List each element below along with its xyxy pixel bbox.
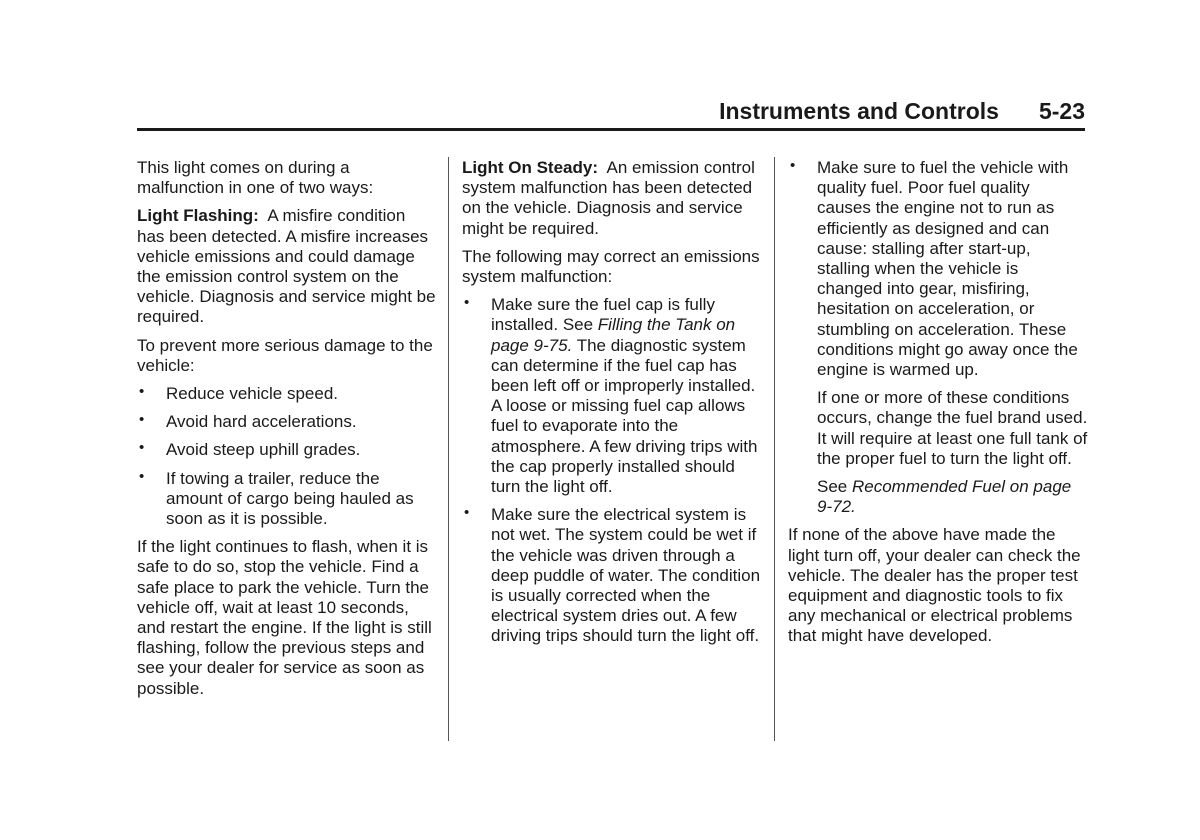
column-3 <box>788 158 1088 655</box>
bullet-icon: • <box>464 294 470 312</box>
steady-lead: Light On Steady: <box>462 158 598 177</box>
column-divider-1 <box>448 157 449 741</box>
bullet-icon: • <box>139 467 145 485</box>
list-item <box>137 412 437 432</box>
fuel-bullet-list <box>788 158 1088 517</box>
list-item <box>462 505 762 646</box>
fuel-quality-text: Make sure to fuel the vehicle with quality fuel. Poor fuel quality causes the engine not to run as efficiently as designed and can cause: stalling after start-up, stalling when the vehicle is changed into gear, misfiring, hesitation on acceleration, or stumbling on acceleration. These conditions might go away once the engine is warmed up. <box>817 158 1078 380</box>
recommended-fuel-reference: Recommended Fuel on page 9-72. <box>817 477 1072 517</box>
prevent-bullet-list <box>137 384 437 529</box>
bullet-icon: • <box>790 157 796 174</box>
list-item-text: Avoid steep uphill grades. <box>166 440 361 460</box>
page-number: 5-23 <box>1038 98 1085 124</box>
list-item <box>137 384 437 404</box>
see-reference <box>817 477 1088 517</box>
steady-text: An emission control system malfunction has been detected on the vehicle. Diagnosis and service might be required. <box>462 158 755 238</box>
list-item-text: If towing a trailer, reduce the amount of cargo being hauled as soon as it is possible. <box>166 468 414 529</box>
bullet-icon: • <box>139 411 145 429</box>
column-1 <box>137 158 437 707</box>
list-item <box>137 440 437 460</box>
column-divider-2 <box>774 157 775 741</box>
following-paragraph: The following may correct an emissions system malfunction: <box>462 246 760 287</box>
list-item <box>137 469 437 530</box>
list-item <box>788 158 1088 517</box>
section-title: Instruments and Controls <box>719 98 999 124</box>
fuel-cap-text: Make sure the fuel cap is fully installed. See <box>491 295 715 335</box>
electrical-text: Make sure the electrical system is not wet. The system could be wet if the vehicle was driven through a deep puddle of water. The condition is usually corrected when the electrical system dries out. A few driving trips should turn the light off. <box>491 505 761 646</box>
bullet-icon: • <box>464 504 470 522</box>
prevent-paragraph: To prevent more serious damage to the vehicle: <box>137 335 433 375</box>
flashing-paragraph <box>137 206 437 327</box>
fuel-cap-text-cont: The diagnostic system can determine if the fuel cap has been left off or improperly installed. A loose or missing fuel cap allows fuel to evaporate into the atmosphere. A few driving trips with the cap properly installed should turn the light off. <box>491 335 758 497</box>
column-2 <box>462 158 762 655</box>
steady-paragraph <box>462 158 762 239</box>
filling-tank-reference: Filling the Tank on page 9-75. <box>491 315 736 355</box>
flashing-text: A misfire condition has been detected. A misfire increases vehicle emissions and could damage the emission control system on the vehicle. Diagnosis and service might be required. <box>137 206 436 327</box>
intro-paragraph: This light comes on during a malfunction in one of two ways: <box>137 158 374 198</box>
list-item-text: Avoid hard accelerations. <box>166 412 357 432</box>
see-label: See <box>817 477 852 497</box>
closing-paragraph: If none of the above have made the light turn off, your dealer can check the vehicle. The dealer has the proper test equipment and diagnostic tools to fix any mechanical or electrical problems that might have developed. <box>788 525 1081 646</box>
correction-bullet-list <box>462 295 762 646</box>
bullet-icon: • <box>139 383 145 401</box>
header-rule <box>137 128 1085 131</box>
flashing-lead: Light Flashing: <box>137 206 259 226</box>
list-item-text: Reduce vehicle speed. <box>166 384 339 404</box>
list-item <box>462 295 762 497</box>
fuel-brand-text: If one or more of these conditions occurs, change the fuel brand used. It will require at least one full tank of the proper fuel to turn the light off. <box>817 388 1088 468</box>
bullet-icon: • <box>139 439 145 457</box>
page-header <box>137 98 1085 128</box>
continues-paragraph: If the light continues to flash, when it is safe to do so, stop the vehicle. Find a safe place to park the vehicle. Turn the vehicle off, wait at least 10 seconds, and restart the engine. If the light is still flashing, follow the previous steps and see your dealer for service as soon as possible. <box>137 537 432 698</box>
